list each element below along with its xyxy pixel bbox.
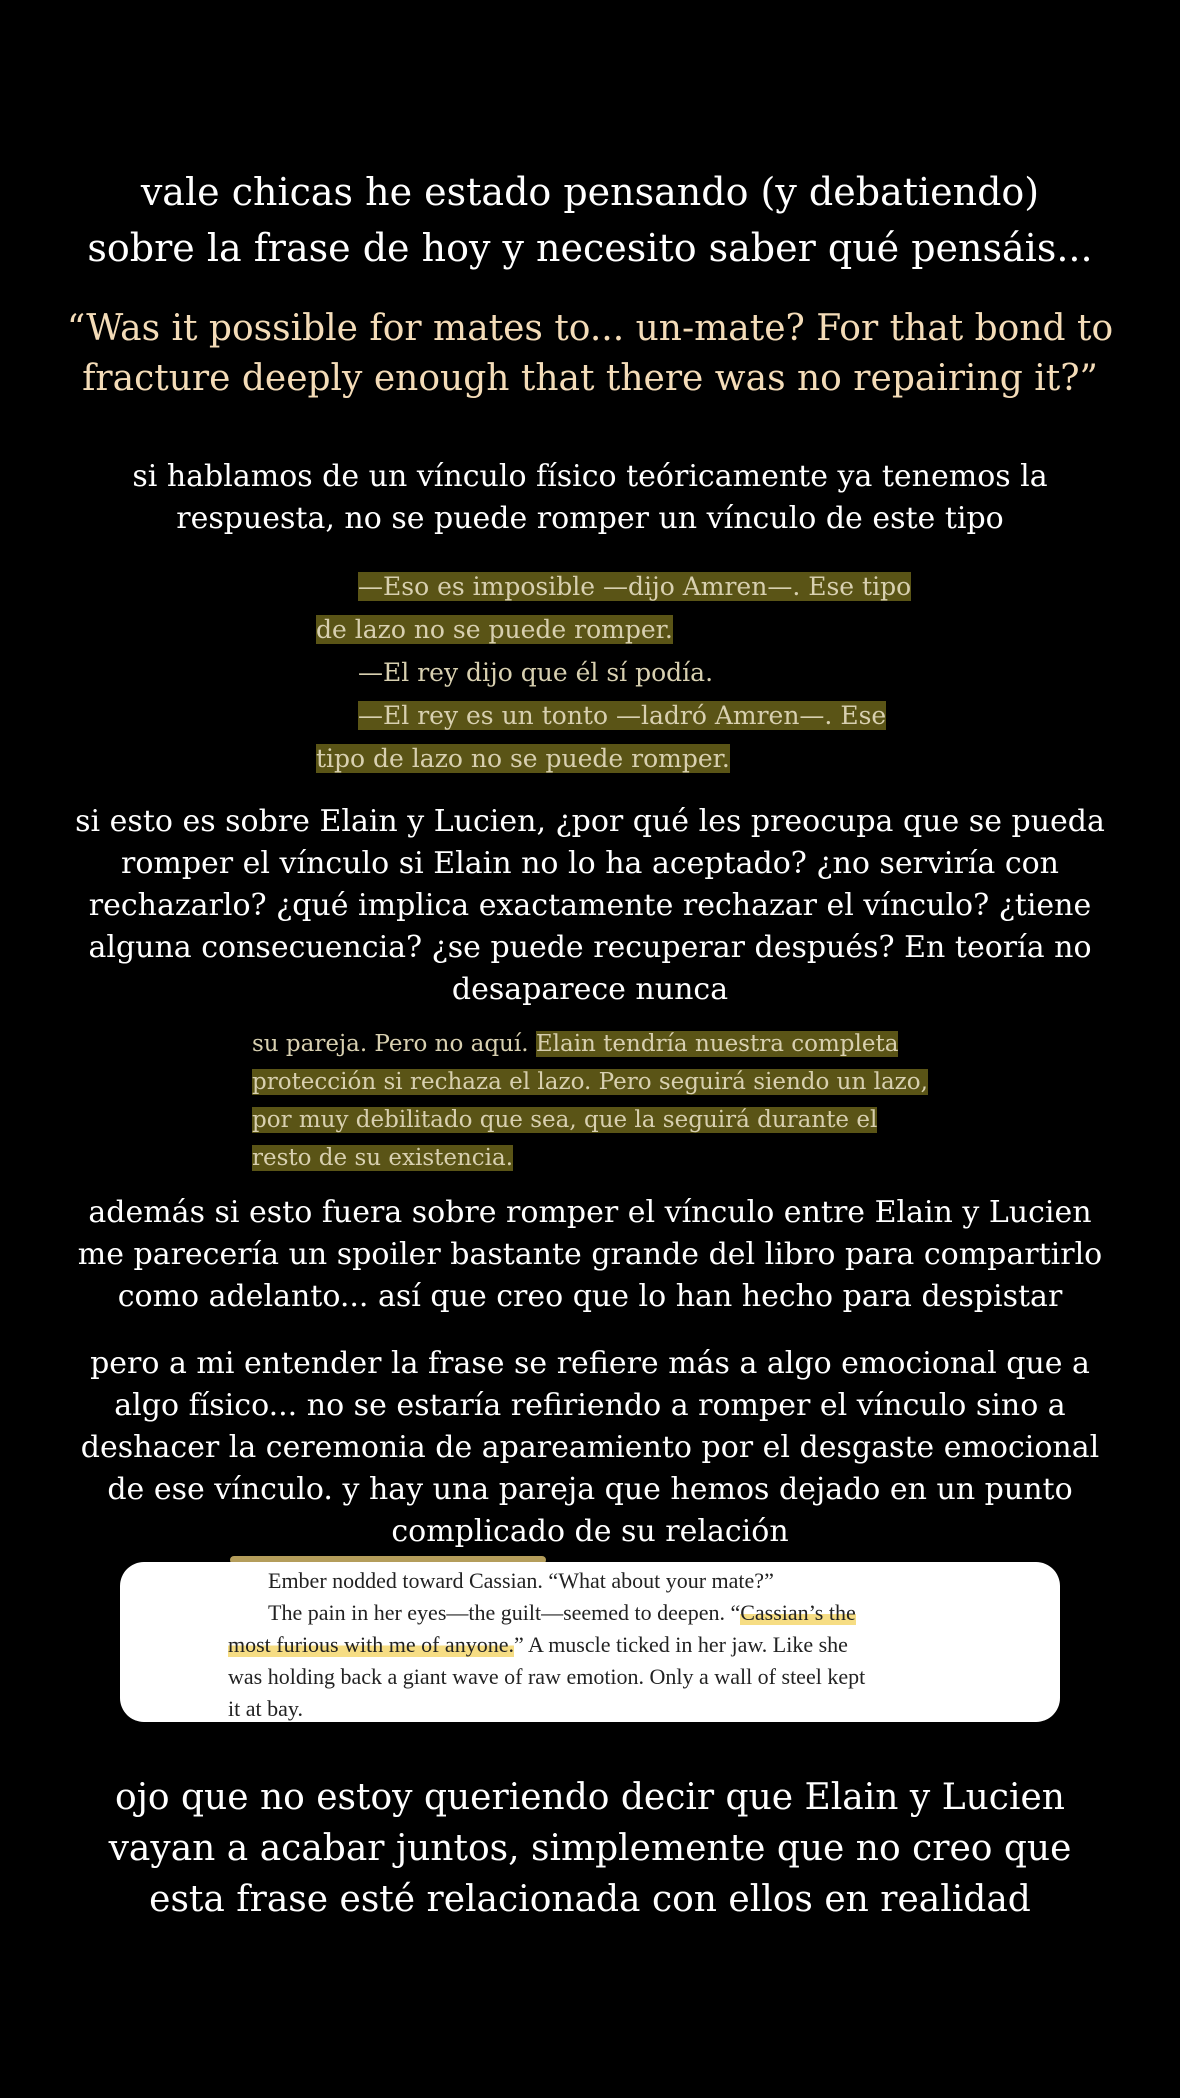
- excerpt-line-highlighted: resto de su existencia.: [252, 1145, 514, 1171]
- book-line: it at bay.: [228, 1696, 303, 1721]
- excerpt-line-highlighted: —Eso es imposible —dijo Amren—. Ese tipo: [358, 572, 912, 601]
- paragraph-line: romper el vínculo si Elain no lo ha aceptado? ¿no serviría con: [120, 846, 1059, 881]
- paragraph-line: esta frase esté relacionada con ellos en realidad: [149, 1879, 1031, 1920]
- paragraph-line: pero a mi entender la frase se refiere más a algo emocional que a: [90, 1346, 1090, 1381]
- book-text: The pain in her eyes—the guilt—seemed to deepen. “: [268, 1600, 741, 1625]
- paragraph-line: ojo que no estoy queriendo decir que Elain y Lucien: [115, 1777, 1065, 1818]
- excerpt-line-highlighted: —El rey es un tonto —ladró Amren—. Ese: [358, 701, 887, 730]
- heading-line: vale chicas he estado pensando (y debatiendo): [140, 170, 1040, 214]
- paragraph-line: desaparece nunca: [451, 972, 729, 1007]
- paragraph-line: rechazarlo? ¿qué implica exactamente rechazar el vínculo? ¿tiene: [88, 888, 1092, 923]
- excerpt-line-highlighted: protección si rechaza el lazo. Pero seguirá siendo un lazo,: [252, 1069, 928, 1095]
- paragraph-line: como adelanto... así que creo que lo han hecho para despistar: [117, 1279, 1063, 1314]
- paragraph-line: algo físico... no se estaría refiriendo a romper el vínculo sino a: [114, 1388, 1066, 1423]
- book-excerpt-amren: [316, 568, 966, 784]
- excerpt-text: su pareja. Pero no aquí.: [252, 1031, 536, 1057]
- heading-line: sobre la frase de hoy y necesito saber qué pensáis...: [87, 226, 1093, 270]
- quote-line: fracture deeply enough that there was no repairing it?”: [82, 358, 1098, 399]
- book-quote: [0, 304, 1180, 404]
- paragraph-line: complicado de su relación: [391, 1514, 789, 1549]
- quote-line: “Was it possible for mates to... un-mate? For that bond to: [66, 308, 1114, 349]
- paragraph-line: si esto es sobre Elain y Lucien, ¿por qué les preocupa que se pueda: [75, 804, 1105, 839]
- excerpt-line: —El rey dijo que él sí podía.: [358, 658, 714, 687]
- book-line: was holding back a giant wave of raw emotion. Only a wall of steel kept: [228, 1664, 866, 1689]
- paragraph-elain-lucien: [0, 801, 1180, 1011]
- paragraph-line: respuesta, no se puede romper un vínculo de este tipo: [176, 501, 1004, 536]
- paragraph-spoiler: [0, 1192, 1180, 1318]
- story-heading: [0, 164, 1180, 276]
- book-text: ” A muscle ticked in her jaw. Like she: [513, 1632, 848, 1657]
- paragraph-physical-bond: [0, 456, 1180, 540]
- paragraph-line: de ese vínculo. y hay una pareja que hemos dejado en un punto: [107, 1472, 1073, 1507]
- paragraph-line: si hablamos de un vínculo físico teóricamente ya tenemos la: [132, 459, 1048, 494]
- excerpt-highlight: Elain tendría nuestra completa: [535, 1031, 899, 1057]
- book-page-card: [120, 1562, 1060, 1722]
- book-highlight: Cassian’s the: [740, 1600, 856, 1625]
- book-highlight: most furious with me of anyone.: [228, 1632, 514, 1657]
- paragraph-line: me parecería un spoiler bastante grande del libro para compartirlo: [77, 1237, 1103, 1272]
- paragraph-line: vayan a acabar juntos, simplemente que no creo que: [108, 1828, 1072, 1869]
- excerpt-line-highlighted: por muy debilitado que sea, que la seguirá durante el: [252, 1107, 878, 1133]
- paragraph-closing: [0, 1772, 1180, 1925]
- paragraph-emotional: [0, 1343, 1180, 1553]
- book-excerpt-rejection: [252, 1026, 932, 1176]
- excerpt-line-highlighted: de lazo no se puede romper.: [316, 615, 673, 644]
- paragraph-line: alguna consecuencia? ¿se puede recuperar después? En teoría no: [88, 930, 1092, 965]
- excerpt-line-highlighted: tipo de lazo no se puede romper.: [316, 744, 730, 773]
- book-line: Ember nodded toward Cassian. “What about your mate?”: [268, 1568, 774, 1593]
- paragraph-line: además si esto fuera sobre romper el vínculo entre Elain y Lucien: [88, 1195, 1092, 1230]
- paragraph-line: deshacer la ceremonia de apareamiento por el desgaste emocional: [80, 1430, 1100, 1465]
